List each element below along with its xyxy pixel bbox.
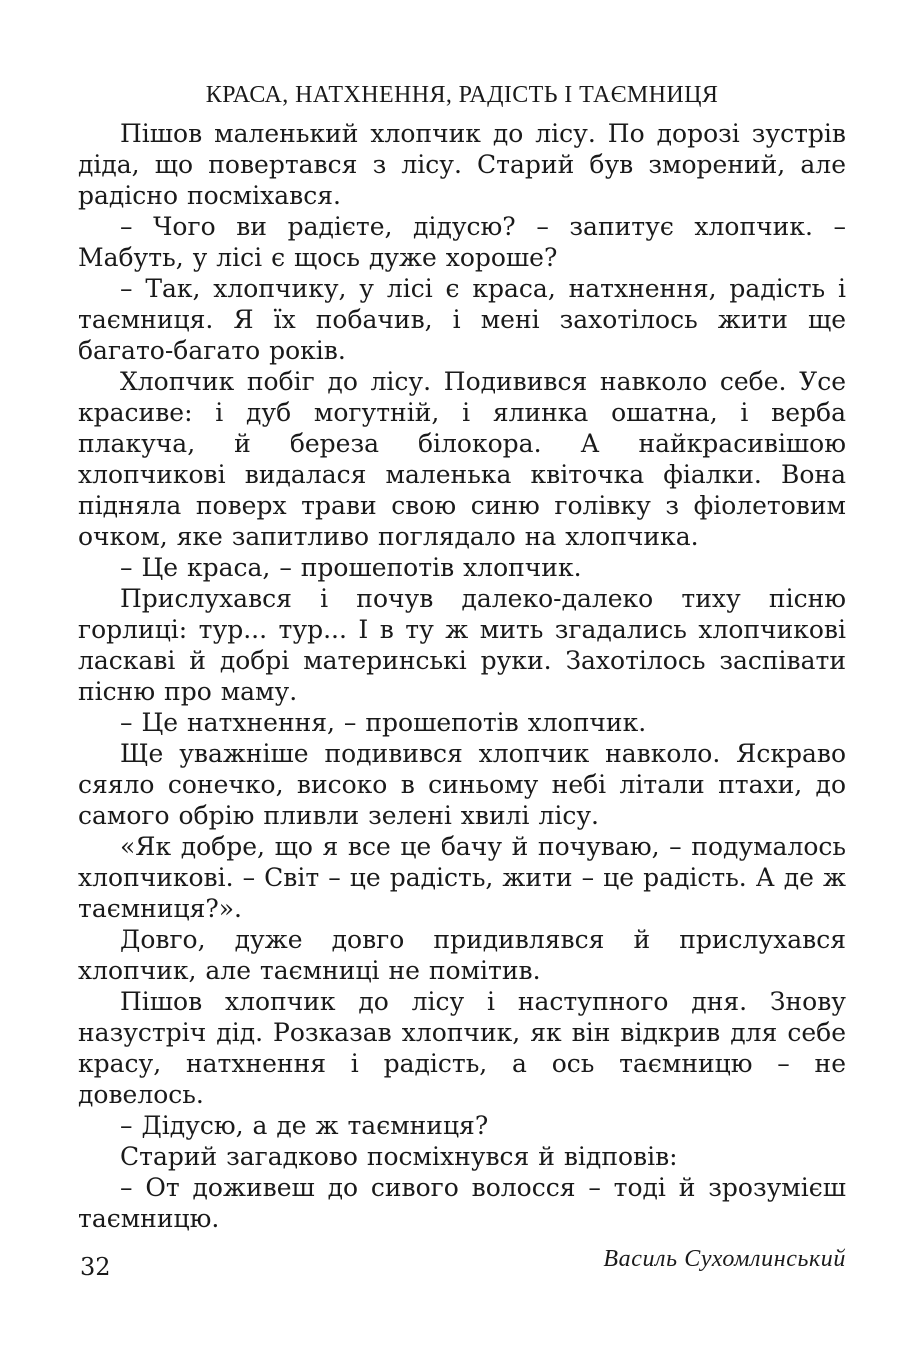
paragraph: Хлопчик побіг до лісу. Подивився навколо себе. Усе красиве: і дуб могутній, і ялинка ошатна, і верба плакуча, й береза білокора. А найкрасивішою хлопчикові видалася маленька квіточка фіалки. Вона підняла поверх трави свою синю голівку з фіолетовим очком, яке запитливо поглядало на хлопчика. (78, 367, 846, 551)
paragraph: Ще уважніше подивився хлопчик навколо. Яскраво сяяло сонечко, високо в синьому небі літали птахи, до самого обрію пливли зелені хвилі лісу. (78, 739, 846, 830)
paragraph: Пішов маленький хлопчик до лісу. По дорозі зустрів діда, що повертався з лісу. Старий був зморений, але радісно посміхався. (78, 119, 846, 210)
paragraph: «Як добре, що я все це бачу й почуваю, – подумалось хлопчикові. – Світ – це радість, жити – це радість. А де ж таємниця?». (78, 832, 846, 923)
paragraph: – Це краса, – прошепотів хлопчик. (120, 553, 582, 582)
story-title: КРАСА, НАТХНЕННЯ, РАДІСТЬ І ТАЄМНИЦЯ (205, 82, 719, 108)
paragraph: Прислухався і почув далеко-далеко тиху пісню горлиці: тур... тур... І в ту ж мить згадались хлопчикові ласкаві й добрі материнські руки. Захотілось заспівати пісню про маму. (78, 584, 846, 706)
paragraph: Старий загадково посміхнувся й відповів: (120, 1142, 678, 1171)
paragraph: – Так, хлопчику, у лісі є краса, натхнення, радість і таємниця. Я їх побачив, і мені захотілось жити ще багато-багато років. (78, 274, 846, 365)
paragraph: – От доживеш до сивого волосся – тоді й зрозумієш таємницю. (78, 1173, 846, 1233)
paragraph: – Дідусю, а де ж таємниця? (120, 1111, 489, 1140)
paragraph: Довго, дуже довго придивлявся й прислухався хлопчик, але таємниці не помітив. (78, 925, 846, 985)
page-number: 32 (80, 1253, 111, 1281)
paragraph: – Чого ви радієте, дідусю? – запитує хлопчик. – Мабуть, у лісі є щось дуже хороше? (78, 212, 846, 272)
paragraph: – Це натхнення, – прошепотів хлопчик. (120, 708, 647, 737)
paragraph: Пішов хлопчик до лісу і наступного дня. Знову назустріч дід. Розказав хлопчик, як він відкрив для себе красу, натхнення і радість, а ось таємницю – не довелось. (78, 987, 846, 1109)
author-signature: Василь Сухомлинський (603, 1246, 846, 1272)
page-content (78, 80, 846, 1274)
story-body (78, 118, 846, 1234)
